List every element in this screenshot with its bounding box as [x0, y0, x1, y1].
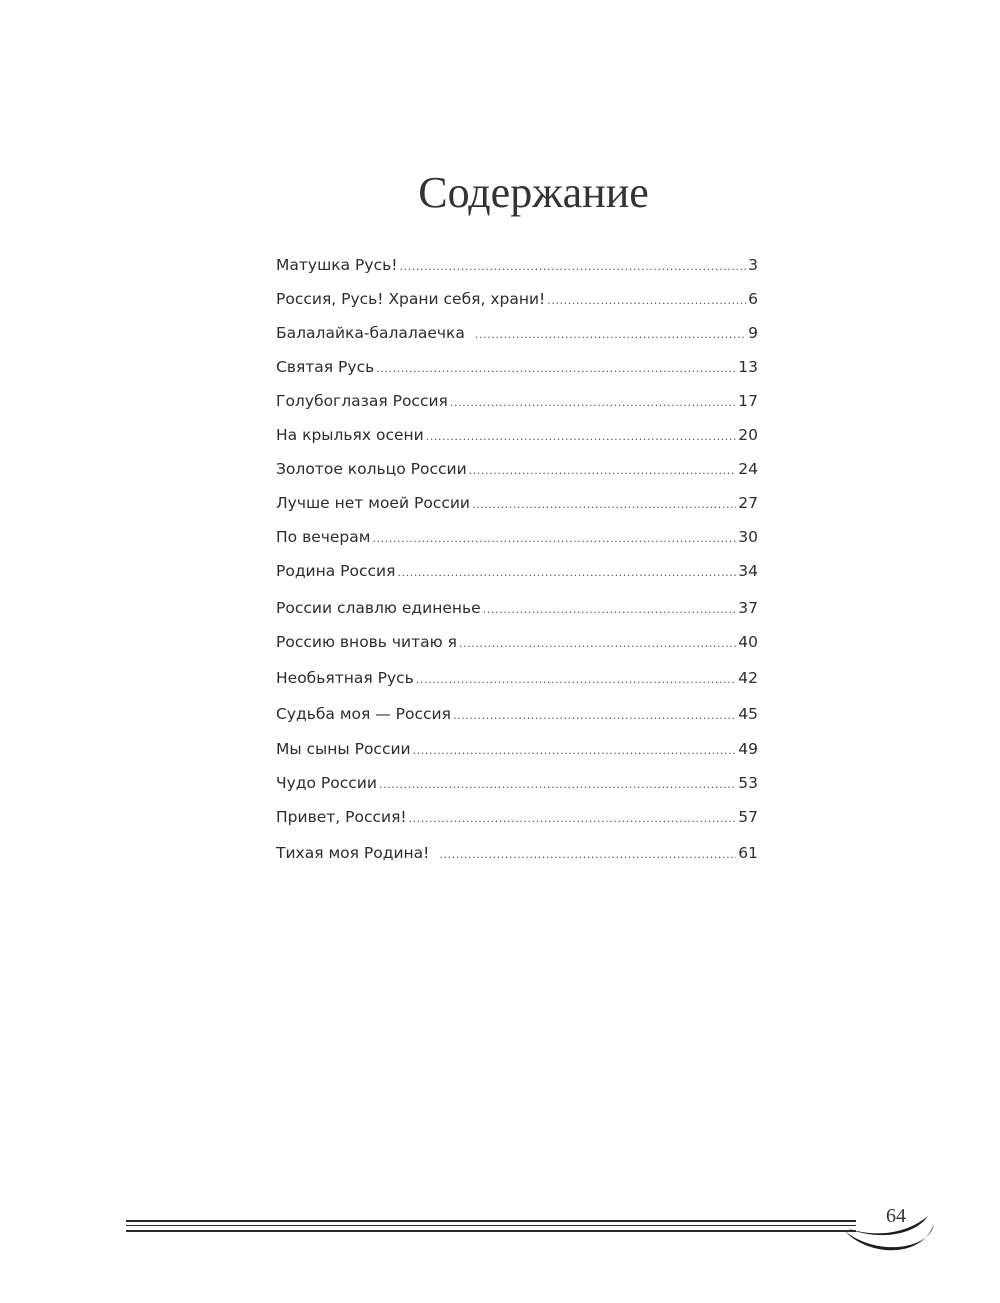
toc-entry-title: Мы сыны России	[276, 740, 411, 758]
toc-entry	[276, 705, 758, 727]
toc-leader-dots	[475, 328, 746, 341]
toc-entry-title: Необьятная Русь	[276, 669, 414, 687]
toc-entry-title: По вечерам	[276, 528, 371, 546]
toc-entry	[276, 528, 758, 550]
toc-leader-dots	[547, 294, 746, 307]
toc-entry-page: 17	[738, 392, 758, 410]
toc-entry-page: 27	[738, 494, 758, 512]
toc-leader-dots	[409, 812, 737, 825]
toc-entry	[276, 426, 758, 448]
toc-entry	[276, 774, 758, 796]
toc-entry	[276, 256, 758, 278]
toc-leader-dots	[372, 532, 736, 545]
footer-rule-line	[126, 1225, 856, 1226]
toc-entry-title: Чудо России	[276, 774, 377, 792]
toc-entry	[276, 562, 758, 584]
toc-entry-title: Матушка Русь!	[276, 256, 398, 274]
toc-entry-page: 30	[738, 528, 758, 546]
toc-entry	[276, 494, 758, 516]
toc-entry-title: На крыльях осени	[276, 426, 424, 444]
toc-leader-dots	[439, 848, 736, 861]
toc-entry-page: 3	[748, 256, 758, 274]
toc-entry-title: Святая Русь	[276, 358, 375, 376]
toc-leader-dots	[453, 709, 736, 722]
toc-entry-page: 57	[738, 808, 758, 826]
toc-entry-title: Лучше нет моей России	[276, 494, 470, 512]
toc-leader-dots	[426, 430, 737, 443]
toc-leader-dots	[413, 744, 737, 757]
toc-entry-page: 40	[738, 633, 758, 651]
toc-entry-page: 61	[738, 844, 758, 862]
toc-leader-dots	[379, 778, 736, 791]
toc-entry	[276, 358, 758, 380]
toc-entry-title: Голубоглазая Россия	[276, 392, 448, 410]
page-title: Содержание	[418, 168, 649, 218]
toc-entry	[276, 669, 758, 691]
toc-entry-page: 34	[738, 562, 758, 580]
toc-leader-dots	[397, 566, 736, 579]
toc-entry-page: 45	[738, 705, 758, 723]
toc-leader-dots	[483, 603, 737, 616]
toc-leader-dots	[399, 260, 746, 273]
toc-entry-page: 6	[748, 290, 758, 308]
toc-entry-page: 24	[738, 460, 758, 478]
toc-leader-dots	[459, 637, 736, 650]
toc-entry-page: 42	[738, 669, 758, 687]
toc-entry	[276, 392, 758, 414]
toc-entry-title: Россия, Русь! Храни себя, храни!	[276, 290, 546, 308]
toc-entry	[276, 324, 758, 346]
toc-entry	[276, 460, 758, 482]
footer-rule-line	[126, 1230, 856, 1232]
toc-entry-title: Привет, Россия!	[276, 808, 407, 826]
toc-entry	[276, 844, 758, 866]
toc-leader-dots	[472, 498, 736, 511]
toc-leader-dots	[376, 362, 736, 375]
toc-entry	[276, 290, 758, 312]
toc-entry-page: 53	[738, 774, 758, 792]
toc-entry-page: 37	[738, 599, 758, 617]
toc-entry-page: 49	[738, 740, 758, 758]
toc-entry	[276, 633, 758, 655]
toc-entry-title: Балалайка-балалаечка	[276, 324, 465, 342]
footer-rule-line	[126, 1220, 856, 1222]
toc-leader-dots	[416, 673, 736, 686]
toc-entry-page: 20	[738, 426, 758, 444]
toc-entry-title: Тихая моя Родина!	[276, 844, 430, 862]
toc-entry-page: 9	[748, 324, 758, 342]
toc-entry-page: 13	[738, 358, 758, 376]
toc-entry-title: Судьба моя — Россия	[276, 705, 451, 723]
toc-entry	[276, 740, 758, 762]
toc-entry-title: Золотое кольцо России	[276, 460, 467, 478]
footer-rule	[126, 1220, 856, 1236]
toc-entry-title: Родина Россия	[276, 562, 396, 580]
toc-leader-dots	[450, 396, 736, 409]
page-number: 64	[886, 1205, 906, 1227]
toc-entry-title: России славлю единенье	[276, 599, 481, 617]
toc-leader-dots	[469, 464, 737, 477]
toc-entry	[276, 808, 758, 830]
toc-entry	[276, 599, 758, 621]
toc-entry-title: Россию вновь читаю я	[276, 633, 457, 651]
